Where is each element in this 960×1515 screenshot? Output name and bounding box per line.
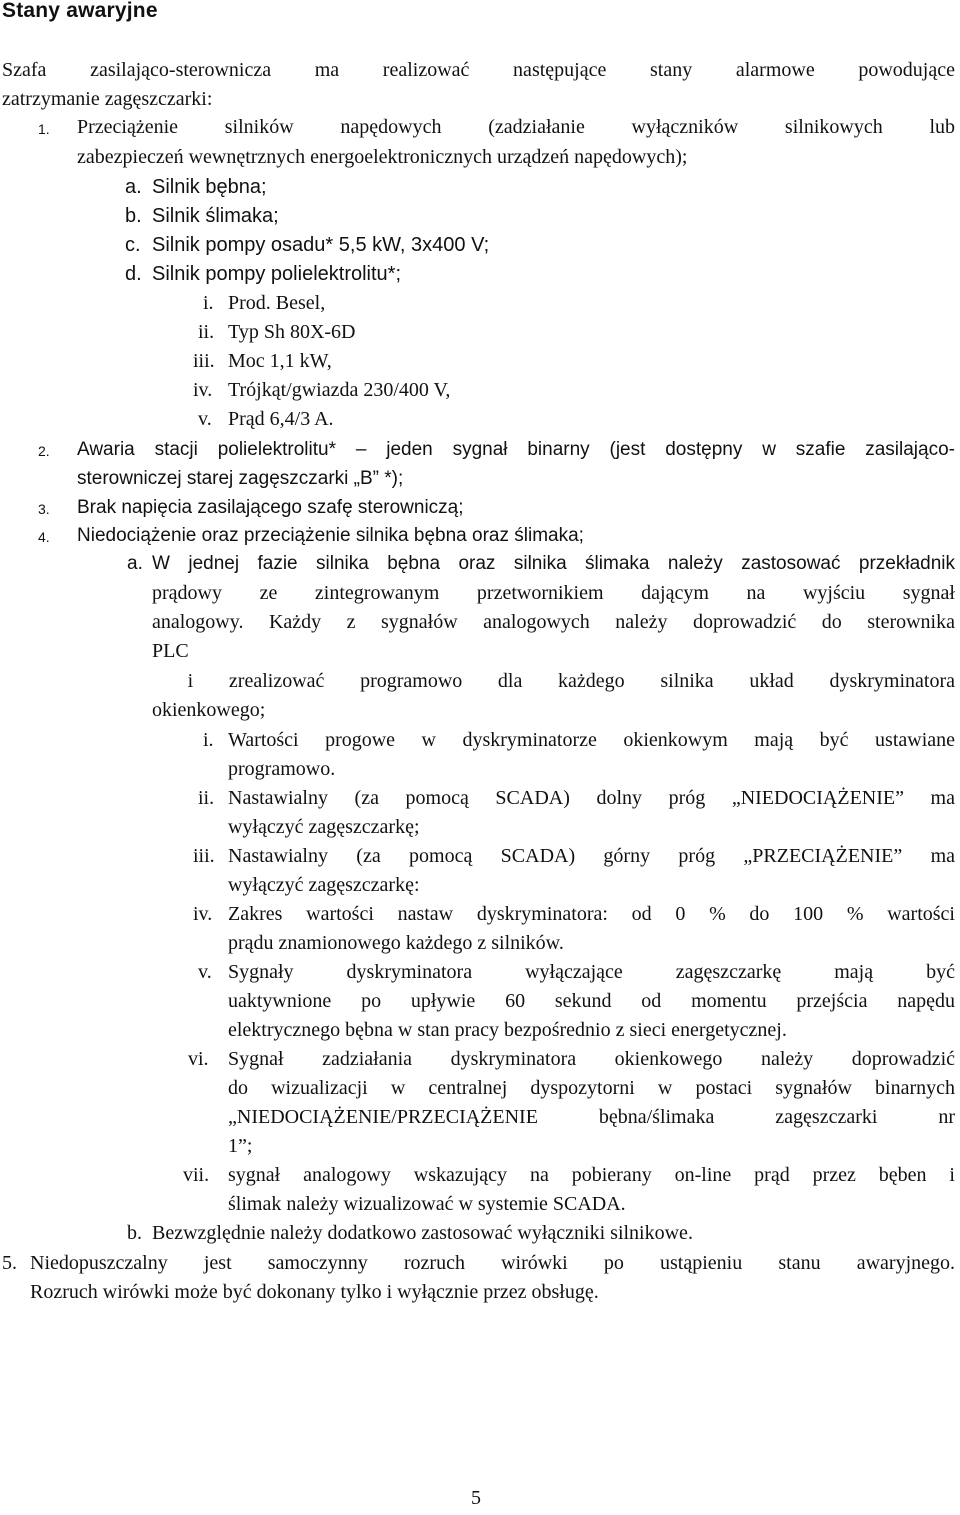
item-4a-iii-line-1: Nastawialny (za pomocą SCADA) górny próg „PRZECIĄŻENIE” ma [228,845,955,867]
item-4a-i-line-2: programowo. [228,758,336,780]
item-4a-iii-number: iii. [193,845,215,867]
item-4a-v-line-3: elektrycznego bębna w stan pracy bezpośrednio z sieci energetycznej. [228,1019,787,1041]
item-4a-iv-line-1: Zakres wartości nastaw dyskryminatora: od 0 % do 100 % wartości [228,903,955,925]
intro-line-1: Szafa zasilająco-sterownicza ma realizować następujące stany alarmowe powodujące [2,59,955,81]
item-4a-ii-line-2: wyłączyć zagęszczarkę; [228,816,420,838]
item-1d-number: d. [125,263,142,285]
item-4a-i-number: i. [203,729,214,751]
item-1d-ii-text: Typ Sh 80X-6D [228,321,356,343]
item-5-number: 5. [2,1252,17,1274]
item-4a-line-4: PLC [152,640,189,662]
item-4a-iii-line-2: wyłączyć zagęszczarkę: [228,874,420,896]
item-4a-number: a. [127,553,143,574]
item-4a-iv-number: iv. [193,903,213,925]
item-4b-number: b. [127,1222,142,1244]
item-2-line-1: Awaria stacji polielektrolitu* – jeden sygnał binarny (jest dostępny w szafie zasilająco- [77,439,955,460]
item-1d-iii-text: Moc 1,1 kW, [228,350,332,372]
page-number: 5 [471,1487,481,1509]
item-3-text: Brak napięcia zasilającego szafę sterowniczą; [77,497,464,518]
item-1d-v-text: Prąd 6,4/3 A. [228,408,334,430]
item-4-text: Niedociążenie oraz przeciążenie silnika bębna oraz ślimaka; [77,525,584,546]
item-4a-vi-number: vi. [188,1048,209,1070]
item-4a-vii-line-1: sygnał analogowy wskazujący na pobierany on-line prąd przez bęben i [228,1164,955,1186]
item-2-number: 2. [38,443,50,459]
item-4b-text: Bezwzględnie należy dodatkowo zastosować wyłączniki silnikowe. [152,1222,693,1244]
section-heading: Stany awaryjne [2,0,158,22]
item-4a-line-2: prądowy ze zintegrowanym przetwornikiem dającym na wyjściu sygnał [152,582,955,604]
item-4-number: 4. [38,529,50,545]
item-1a-text: Silnik bębna; [152,176,267,198]
item-4a-vi-line-2: do wizualizacji w centralnej dyspozytorni w postaci sygnałów binarnych [228,1077,955,1099]
item-1b-number: b. [125,205,142,227]
item-1d-i-number: i. [203,292,214,314]
item-4a-line-5: i zrealizować programowo dla każdego silnika układ dyskryminatora [152,670,955,692]
item-5-line-2: Rozruch wirówki może być dokonany tylko i wyłącznie przez obsługę. [30,1281,599,1303]
item-4a-line-6: okienkowego; [152,699,266,721]
item-1-number: 1. [38,121,50,137]
item-4a-v-number: v. [198,961,212,983]
item-1d-iv-number: iv. [193,379,213,401]
item-4a-vii-line-2: ślimak należy wizualizować w systemie SCADA. [228,1193,626,1215]
item-3-number: 3. [38,501,50,517]
intro-line-2: zatrzymanie zagęszczarki: [2,88,213,110]
item-1d-iii-number: iii. [193,350,215,372]
item-4a-i-line-1: Wartości progowe w dyskryminatorze okienkowym mają być ustawiane [228,729,955,751]
item-1d-i-text: Prod. Besel, [228,292,326,314]
item-4a-line-1: W jednej fazie silnika bębna oraz silnika ślimaka należy zastosować przekładnik [152,553,955,574]
item-1c-text: Silnik pompy osadu* 5,5 kW, 3x400 V; [152,234,490,256]
item-4a-vi-line-3: „NIEDOCIĄŻENIE/PRZECIĄŻENIE bębna/ślimaka zagęszczarki nr [228,1106,955,1128]
item-4a-iv-line-2: prądu znamionowego każdego z silników. [228,932,564,954]
item-4a-v-line-2: uaktywnione po upływie 60 sekund od momentu przejścia napędu [228,990,955,1012]
item-1a-number: a. [125,176,142,198]
item-4a-ii-number: ii. [198,787,215,809]
item-4a-vi-line-4: 1”; [228,1135,253,1157]
item-1d-v-number: v. [198,408,212,430]
item-1d-iv-text: Trójkąt/gwiazda 230/400 V, [228,379,451,401]
item-5-line-1: Niedopuszczalny jest samoczynny rozruch wirówki po ustąpieniu stanu awaryjnego. [30,1252,955,1274]
item-1d-text: Silnik pompy polielektrolitu*; [152,263,402,285]
item-4a-vi-line-1: Sygnał zadziałania dyskryminatora okienkowego należy doprowadzić [228,1048,955,1070]
item-4a-v-line-1: Sygnały dyskryminatora wyłączające zagęszczarkę mają być [228,961,955,983]
item-4a-line-3: analogowy. Każdy z sygnałów analogowych należy doprowadzić do sterownika [152,611,955,633]
item-1-line-2: zabezpieczeń wewnętrznych energoelektronicznych urządzeń napędowych); [77,146,688,168]
item-4a-vii-number: vii. [183,1164,210,1186]
item-1-line-1: Przeciążenie silników napędowych (zadziałanie wyłączników silnikowych lub [77,116,955,138]
item-1b-text: Silnik ślimaka; [152,205,279,227]
item-1d-ii-number: ii. [198,321,215,343]
item-4a-ii-line-1: Nastawialny (za pomocą SCADA) dolny próg „NIEDOCIĄŻENIE” ma [228,787,955,809]
item-1c-number: c. [125,234,141,256]
item-2-line-2: sterowniczej starej zagęszczarki „B” *); [77,468,404,489]
